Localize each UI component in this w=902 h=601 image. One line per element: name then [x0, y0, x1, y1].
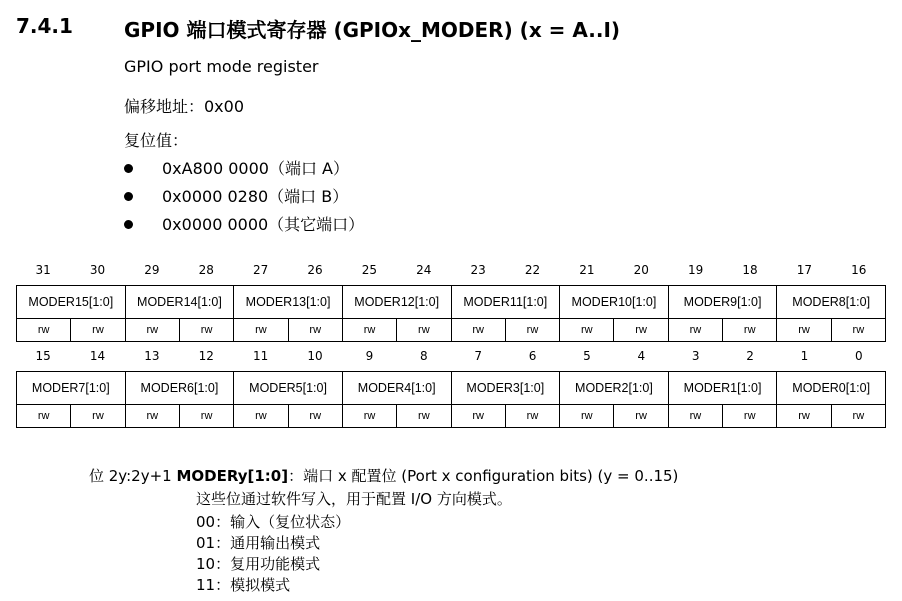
field-cell: MODER1[1:0]	[668, 372, 777, 405]
bit-number: 26	[307, 263, 323, 277]
field-cell: MODER15[1:0]	[17, 286, 126, 319]
bit-number: 29	[144, 263, 160, 277]
field-cell: MODER12[1:0]	[342, 286, 451, 319]
field-cell: MODER5[1:0]	[234, 372, 343, 405]
access-cell: rw	[125, 405, 179, 428]
bit-number: 30	[89, 263, 106, 277]
field-row	[17, 286, 886, 319]
field-row	[17, 372, 886, 405]
access-row	[17, 405, 886, 428]
bit-number: 20	[633, 263, 649, 277]
field-cell: MODER0[1:0]	[777, 372, 886, 405]
section-title: GPIO 端口模式寄存器 (GPIOx_MODER) (x = A..I)	[124, 18, 621, 42]
access-cell: rw	[17, 405, 71, 428]
field-cell: MODER4[1:0]	[342, 372, 451, 405]
access-cell: rw	[179, 319, 233, 342]
register-upper-table	[16, 285, 886, 342]
bit-number: 18	[742, 263, 758, 277]
reset-value-item	[124, 184, 348, 207]
field-cell: MODER2[1:0]	[560, 372, 669, 405]
bullet-icon	[124, 192, 133, 201]
bit-number: 16	[851, 263, 867, 277]
field-cell: MODER7[1:0]	[17, 372, 126, 405]
access-cell: rw	[71, 405, 125, 428]
access-cell: rw	[234, 319, 288, 342]
access-cell: rw	[342, 319, 396, 342]
access-cell: rw	[505, 405, 559, 428]
access-cell: rw	[179, 405, 233, 428]
access-cell: rw	[560, 319, 614, 342]
access-cell: rw	[614, 405, 668, 428]
bit-number: 4	[637, 349, 646, 363]
access-cell: rw	[71, 319, 125, 342]
reset-value-text: 0x0000 0000（其它端口）	[162, 215, 365, 234]
access-cell: rw	[397, 405, 451, 428]
mode-option: 01：通用输出模式	[196, 534, 321, 552]
bit-number: 13	[144, 349, 160, 363]
bit-number: 22	[524, 263, 541, 277]
lower-bit-numbers	[16, 349, 886, 367]
field-cell: MODER9[1:0]	[668, 286, 777, 319]
mode-option: 00：输入（复位状态）	[196, 513, 351, 531]
reset-value-text: 0xA800 0000（端口 A）	[162, 159, 349, 178]
bit-description-heading	[89, 465, 678, 486]
bit-number: 28	[198, 263, 214, 277]
access-cell: rw	[234, 405, 288, 428]
access-row	[17, 319, 886, 342]
bit-number: 23	[470, 263, 486, 277]
access-cell: rw	[451, 405, 505, 428]
reset-value-item	[124, 156, 349, 179]
bit-number: 2	[746, 349, 754, 363]
bit-number: 7	[474, 349, 482, 363]
access-cell: rw	[668, 405, 722, 428]
access-cell: rw	[723, 319, 777, 342]
bit-number: 3	[691, 349, 700, 363]
bit-number: 15	[35, 349, 51, 363]
bit-number: 11	[253, 349, 269, 363]
field-cell: MODER6[1:0]	[125, 372, 234, 405]
reset-value-item	[124, 212, 364, 235]
access-cell: rw	[614, 319, 668, 342]
access-cell: rw	[397, 319, 451, 342]
mode-option: 11：模拟模式	[196, 576, 291, 594]
access-cell: rw	[560, 405, 614, 428]
bit-number: 27	[253, 263, 269, 277]
access-cell: rw	[831, 319, 885, 342]
bit-number: 1	[800, 349, 809, 363]
mode-option: 10：复用功能模式	[196, 555, 321, 573]
bit-number: 17	[796, 263, 813, 277]
bit-number: 12	[198, 349, 214, 363]
bullet-icon	[124, 164, 133, 173]
field-cell: MODER11[1:0]	[451, 286, 560, 319]
bit-number: 6	[528, 349, 537, 363]
field-cell: MODER14[1:0]	[125, 286, 234, 319]
bit-number: 9	[365, 349, 374, 363]
bit-number: 14	[89, 349, 106, 363]
field-cell: MODER3[1:0]	[451, 372, 560, 405]
access-cell: rw	[831, 405, 885, 428]
reset-value-text: 0x0000 0280（端口 B）	[162, 187, 349, 206]
upper-bit-numbers	[16, 263, 886, 281]
access-cell: rw	[668, 319, 722, 342]
register-lower-table	[16, 371, 886, 428]
bit-number: 24	[416, 263, 432, 277]
access-cell: rw	[505, 319, 559, 342]
access-cell: rw	[17, 319, 71, 342]
access-cell: rw	[451, 319, 505, 342]
bit-number: 8	[419, 349, 428, 363]
offset-address: 偏移地址：0x00	[124, 97, 245, 116]
access-cell: rw	[342, 405, 396, 428]
access-cell: rw	[288, 319, 342, 342]
field-cell: MODER10[1:0]	[560, 286, 669, 319]
bit-number: 31	[35, 263, 51, 277]
access-cell: rw	[777, 319, 831, 342]
access-cell: rw	[723, 405, 777, 428]
reset-value-label: 复位值：	[124, 131, 189, 150]
access-cell: rw	[288, 405, 342, 428]
field-summary: ：端口 x 配置位 (Port x configuration bits) (y = 0..15)	[288, 467, 679, 485]
bit-number: 19	[688, 263, 704, 277]
field-cell: MODER13[1:0]	[234, 286, 343, 319]
bullet-icon	[124, 220, 133, 229]
bit-number: 10	[307, 349, 323, 363]
bit-range: 位 2y:2y+1	[89, 467, 172, 485]
bit-number: 5	[583, 349, 591, 363]
register-subtitle: GPIO port mode register	[124, 57, 319, 76]
description-line: 这些位通过软件写入，用于配置 I/O 方向模式。	[196, 490, 512, 508]
access-cell: rw	[125, 319, 179, 342]
field-name: MODERy[1:0]	[176, 467, 289, 485]
bit-number: 0	[854, 349, 863, 363]
section-number: 7.4.1	[16, 14, 73, 38]
bit-number: 21	[579, 263, 595, 277]
field-cell: MODER8[1:0]	[777, 286, 886, 319]
access-cell: rw	[777, 405, 831, 428]
bit-number: 25	[361, 263, 378, 277]
